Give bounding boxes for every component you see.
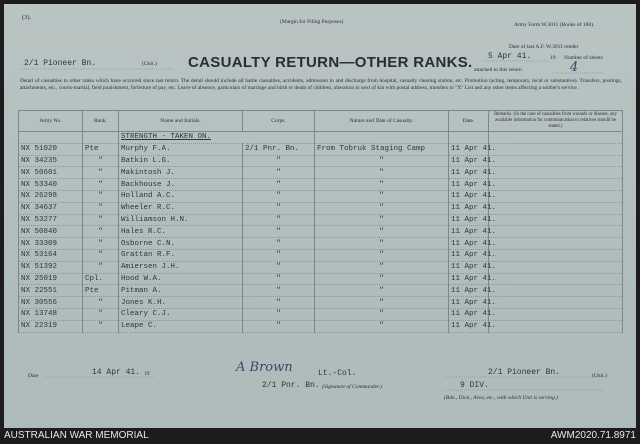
rank-cell: " (83, 226, 119, 238)
col-date: Date. (449, 111, 489, 132)
division-label: (Bde., Divn., Area, etc., with which Unit is serving.) (444, 395, 558, 401)
table-row (19, 308, 623, 320)
remarks-cell (489, 155, 623, 167)
form-title: CASUALTY RETURN—OTHER RANKS. (188, 54, 473, 71)
corps-cell: " (243, 285, 315, 297)
nature-cell: " (315, 297, 449, 309)
nature-cell: " (315, 249, 449, 261)
corps-cell: " (243, 202, 315, 214)
date-last-label: Date of last A.F. W.3011 render (509, 44, 579, 50)
table-row (19, 202, 623, 214)
rank-cell: " (83, 249, 119, 261)
name-cell: Osborne C.N. (119, 238, 243, 250)
nature-cell: From Tobruk Staging Camp (315, 143, 449, 155)
corps-cell: " (243, 190, 315, 202)
date-cell: 11 Apr 41. (449, 167, 489, 179)
nature-cell: " (315, 167, 449, 179)
army-no-cell: NX 22319 (19, 320, 83, 332)
unit-right: 2/1 Pioneer Bn. (488, 368, 561, 377)
corps-cell: " (243, 261, 315, 273)
table-row (19, 285, 623, 297)
corps-cell: " (243, 308, 315, 320)
corps-cell: " (243, 155, 315, 167)
remarks-cell (489, 249, 623, 261)
corps-cell: " (243, 320, 315, 332)
nature-cell: " (315, 238, 449, 250)
corps-cell: " (243, 226, 315, 238)
rank-cell: " (83, 167, 119, 179)
date-cell: 11 Apr 41. (449, 214, 489, 226)
col-army-no: Army No. (19, 111, 83, 132)
document-page (4, 4, 636, 428)
army-no-cell: NX 53164 (19, 249, 83, 261)
date-cell: 11 Apr 41. (449, 155, 489, 167)
commander-signature: A Brown (236, 360, 293, 375)
date-cell: 11 Apr 41. (449, 143, 489, 155)
casualty-table (18, 110, 623, 333)
name-cell: Amiersen J.H. (119, 261, 243, 273)
table-row (19, 297, 623, 309)
name-cell: Grattan R.F. (119, 249, 243, 261)
nature-cell: " (315, 285, 449, 297)
table-row (19, 190, 623, 202)
rank-cell: " (83, 308, 119, 320)
date-cell: 11 Apr 41. (449, 226, 489, 238)
rank-cell: " (83, 238, 119, 250)
name-cell: Makintosh J. (119, 167, 243, 179)
remarks-cell (489, 179, 623, 191)
rank-cell: " (83, 155, 119, 167)
name-cell: Leape C. (119, 320, 243, 332)
footer-left: AUSTRALIAN WAR MEMORIAL (4, 430, 149, 441)
date-cell: 11 Apr 41. (449, 202, 489, 214)
table-row (19, 261, 623, 273)
remarks-cell (489, 167, 623, 179)
remarks-cell (489, 190, 623, 202)
remarks-cell (489, 143, 623, 155)
army-no-cell: NX 33309 (19, 238, 83, 250)
corps-cell: " (243, 214, 315, 226)
corps-cell: " (243, 297, 315, 309)
rank-cell: Cpl. (83, 273, 119, 285)
date-cell: 11 Apr 41. (449, 179, 489, 191)
instructions-text: Detail of casualties to other ranks which have occurred since last return. The detail should include all battle casualties, accidents, admission to and discharge from hospital, casualty clearing station, etc. Promotion (acting, temporary, local or substantive). Transfers, postings, attachments, etc., courts-martial, field punishment, forfeiture of pay, etc. Leave of absence, particulars of marriage and birth or death of children, alteration in next of kin with postal address, transfers to "X" List and any other items affecting a soldier's service. (20, 78, 622, 91)
date-cell: 11 Apr 41. (449, 249, 489, 261)
table-row (19, 167, 623, 179)
remarks-cell (489, 214, 623, 226)
remarks-cell (489, 308, 623, 320)
table-row (19, 273, 623, 285)
table-row (19, 214, 623, 226)
corps-cell: " (243, 179, 315, 191)
table-row (19, 155, 623, 167)
army-no-cell: NX 13748 (19, 308, 83, 320)
signature-label: (Signature of Commander.) (322, 384, 382, 390)
date-cell: 11 Apr 41. (449, 273, 489, 285)
section-heading-row (19, 132, 623, 144)
nature-cell: " (315, 308, 449, 320)
nature-cell: " (315, 261, 449, 273)
nature-cell: " (315, 214, 449, 226)
nature-cell: " (315, 202, 449, 214)
date-cell: 11 Apr 41. (449, 190, 489, 202)
name-cell: Backhouse J. (119, 179, 243, 191)
name-cell: Holland A.C. (119, 190, 243, 202)
name-cell: Hood W.A. (119, 273, 243, 285)
remarks-cell (489, 238, 623, 250)
remarks-cell (489, 285, 623, 297)
col-rank: Rank. (83, 111, 119, 132)
col-remarks: Remarks. (In the case of casualties from wounds or disease, any available information for communication to relatives should be stated.) (489, 111, 623, 132)
section-heading: STRENGTH - TAKEN ON. (119, 132, 315, 144)
army-no-cell: NX 30556 (19, 297, 83, 309)
table-row (19, 249, 623, 261)
table-row (19, 143, 623, 155)
table-row (19, 179, 623, 191)
army-no-cell: NX 50840 (19, 226, 83, 238)
remarks-cell (489, 297, 623, 309)
army-no-cell: NX 34235 (19, 155, 83, 167)
nature-cell: " (315, 320, 449, 332)
name-cell: Murphy F.A. (119, 143, 243, 155)
unit-label: (Unit.) (142, 61, 157, 67)
name-cell: Cleary C.J. (119, 308, 243, 320)
rank-cell: " (83, 214, 119, 226)
form-reference: Army Form W.3011 (Books of 100). (514, 22, 595, 28)
corps-cell: " (243, 249, 315, 261)
date-last-suffix: 19 (550, 55, 556, 61)
date-value: 14 Apr 41. (92, 368, 141, 377)
rank-cell: " (83, 202, 119, 214)
table-header-row (19, 111, 623, 132)
date-suffix: 19 (144, 371, 150, 377)
rank-cell: Pte (83, 143, 119, 155)
sheets-value: 4 (570, 60, 579, 75)
corps-cell: 2/1 Pnr. Bn. (243, 143, 315, 155)
corps-cell: " (243, 238, 315, 250)
col-corps: Corps. (243, 111, 315, 132)
division-typed: 9 DIV. (460, 381, 489, 390)
army-no-cell: NX 53340 (19, 179, 83, 191)
nature-cell: " (315, 155, 449, 167)
army-no-cell: NX 50601 (19, 167, 83, 179)
table-row (19, 238, 623, 250)
army-no-cell: NX 51020 (19, 143, 83, 155)
date-cell: 11 Apr 41. (449, 261, 489, 273)
footer-right: AWM2020.71.8971 (550, 430, 636, 441)
name-cell: Hales R.C. (119, 226, 243, 238)
army-no-cell: NX 53277 (19, 214, 83, 226)
commander-rank: Lt.-Col. (318, 369, 357, 378)
army-no-cell: NX 26298 (19, 190, 83, 202)
remarks-cell (489, 320, 623, 332)
nature-cell: " (315, 179, 449, 191)
table-row (19, 320, 623, 332)
sheets-label: Number of sheets (564, 55, 603, 61)
name-cell: Williamson H.N. (119, 214, 243, 226)
unit-typed: 2/1 Pioneer Bn. (24, 59, 97, 68)
table-row (19, 226, 623, 238)
date-cell: 11 Apr 41. (449, 308, 489, 320)
date-cell: 11 Apr 41. (449, 320, 489, 332)
name-cell: Pitman A. (119, 285, 243, 297)
remarks-cell (489, 273, 623, 285)
col-nature: Nature and Date of Casualty. (315, 111, 449, 132)
remarks-cell (489, 226, 623, 238)
nature-cell: " (315, 226, 449, 238)
date-cell: 11 Apr 41. (449, 285, 489, 297)
rank-cell: Pte (83, 285, 119, 297)
corps-cell: " (243, 273, 315, 285)
remarks-cell (489, 261, 623, 273)
commander-unit: 2/1 Pnr. Bn. (262, 381, 320, 390)
nature-cell: " (315, 190, 449, 202)
name-cell: Wheeler R.C. (119, 202, 243, 214)
attached-label: attached to this return (474, 67, 522, 73)
date-label: Date (28, 373, 39, 379)
army-no-cell: NX 34637 (19, 202, 83, 214)
unit-right-label: (Unit.) (592, 373, 607, 379)
margin-note: (Margin for Filing Purposes) (280, 19, 344, 25)
date-cell: 11 Apr 41. (449, 297, 489, 309)
army-no-cell: NX 25019 (19, 273, 83, 285)
date-cell: 11 Apr 41. (449, 238, 489, 250)
rank-cell: " (83, 297, 119, 309)
page-number: (3). (22, 14, 32, 21)
archive-footer (0, 428, 640, 444)
army-no-cell: NX 22551 (19, 285, 83, 297)
rank-cell: " (83, 320, 119, 332)
col-name: Name and Initials. (119, 111, 243, 132)
army-no-cell: NX 51392 (19, 261, 83, 273)
rank-cell: " (83, 179, 119, 191)
name-cell: Jones K.H. (119, 297, 243, 309)
rank-cell: " (83, 190, 119, 202)
nature-cell: " (315, 273, 449, 285)
date-last-value: 5 Apr 41. (488, 52, 532, 61)
rank-cell: " (83, 261, 119, 273)
remarks-cell (489, 202, 623, 214)
name-cell: Batkin L.G. (119, 155, 243, 167)
corps-cell: " (243, 167, 315, 179)
